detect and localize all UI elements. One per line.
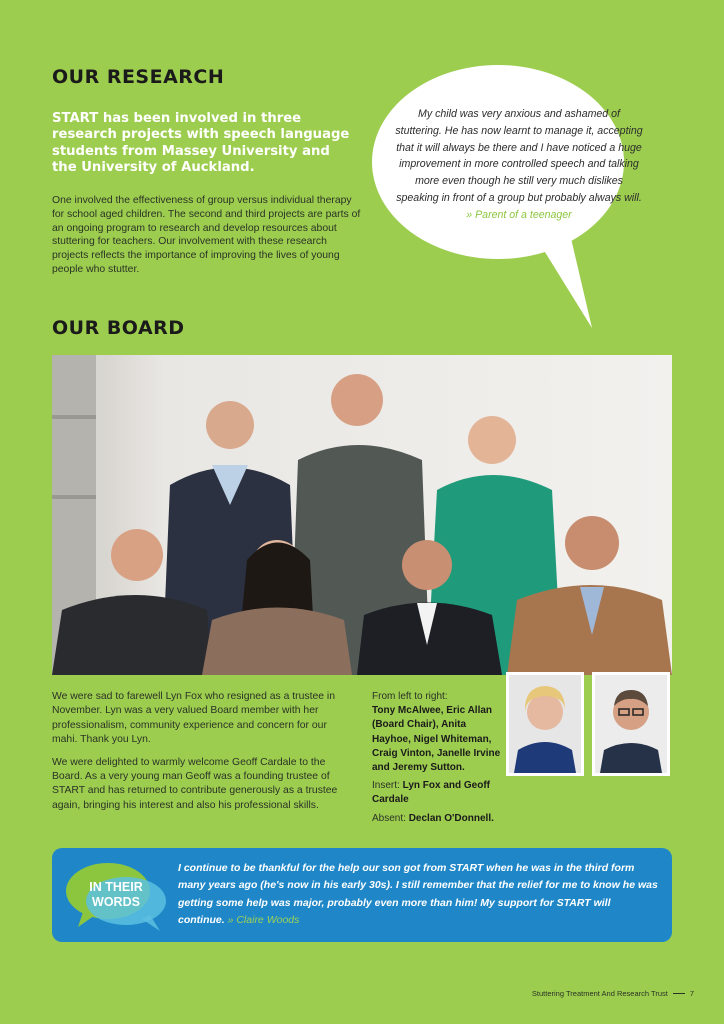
in-their-words-quote: I continue to be thankful for the help our son got from START when he was in the third form many years ago (he's now in his early 30s). I still remember that the relief for me to know he was getting some help was major, probably even more than him! My support for START will continue. [178, 862, 658, 926]
board-group-photo [52, 355, 672, 675]
in-their-words-badge [64, 857, 172, 935]
inset-photo-lyn-fox [506, 672, 584, 776]
board-paragraph-farewell: We were sad to farewell Lyn Fox who resigned as a trustee in November. Lyn was a very valued Board member with her professionalism, community experience and concern for our mahi. Thank you Lyn. [52, 691, 335, 746]
bubble-attribution: » Parent of a teenager [466, 208, 572, 221]
bubble-quote-block [394, 106, 644, 224]
photo-caption [372, 690, 507, 830]
page-number: 7 [689, 989, 694, 998]
caption-names: Tony McAlwee, Eric Allan (Board Chair), Anita Hayhoe, Nigel Whiteman, Craig Vinton, Janelle Irvine and Jeremy Sutton. [372, 705, 501, 774]
footer-divider [673, 993, 685, 994]
board-paragraph-welcome: We were delighted to warmly welcome Geoff Cardale to the Board. As a very young man Geoff was a founding trustee of START and has returned to contribute generously as a trustee again, bringing his interest and also his professional skills. [52, 756, 338, 811]
badge-line-2: WORDS [92, 895, 140, 909]
caption-insert-label: Insert: [372, 780, 400, 792]
board-heading: OUR BOARD [52, 317, 185, 339]
research-heading: OUR RESEARCH [52, 66, 225, 88]
research-body: One involved the effectiveness of group versus individual therapy for school aged children. The second and third projects are parts of an ongoing program to research and develop resources about stuttering for teachers. Our involvement with these research projects reflects the importance of improving the lives of young people who stutter. [52, 195, 361, 275]
badge-line-1: IN THEIR [89, 880, 143, 894]
caption-absent-label: Absent: [372, 812, 406, 824]
caption-intro: From left to right: [372, 691, 448, 702]
board-text [52, 690, 352, 821]
in-their-words-quote-block [178, 860, 658, 929]
page-footer [532, 989, 694, 998]
footer-org-name: Stuttering Treatment And Research Trust [531, 989, 668, 998]
caption-absent-names: Declan O'Donnell. [408, 812, 494, 824]
in-their-words-attribution: » Claire Woods [227, 913, 300, 926]
bubble-quote: My child was very anxious and ashamed of stuttering. He has now learnt to manage it, accepting that it will always be there and I have noticed a huge improvement in more controlled speech and talking more even though he still very much dislikes speaking in front of a group but probably always will. [395, 108, 643, 204]
research-lead: START has been involved in three research projects with speech language students from Massey University and the University of Auckland. [52, 111, 350, 176]
inset-photo-geoff-cardale [592, 672, 670, 776]
caption-insert-names: Lyn Fox and Geoff Cardale [372, 780, 490, 806]
